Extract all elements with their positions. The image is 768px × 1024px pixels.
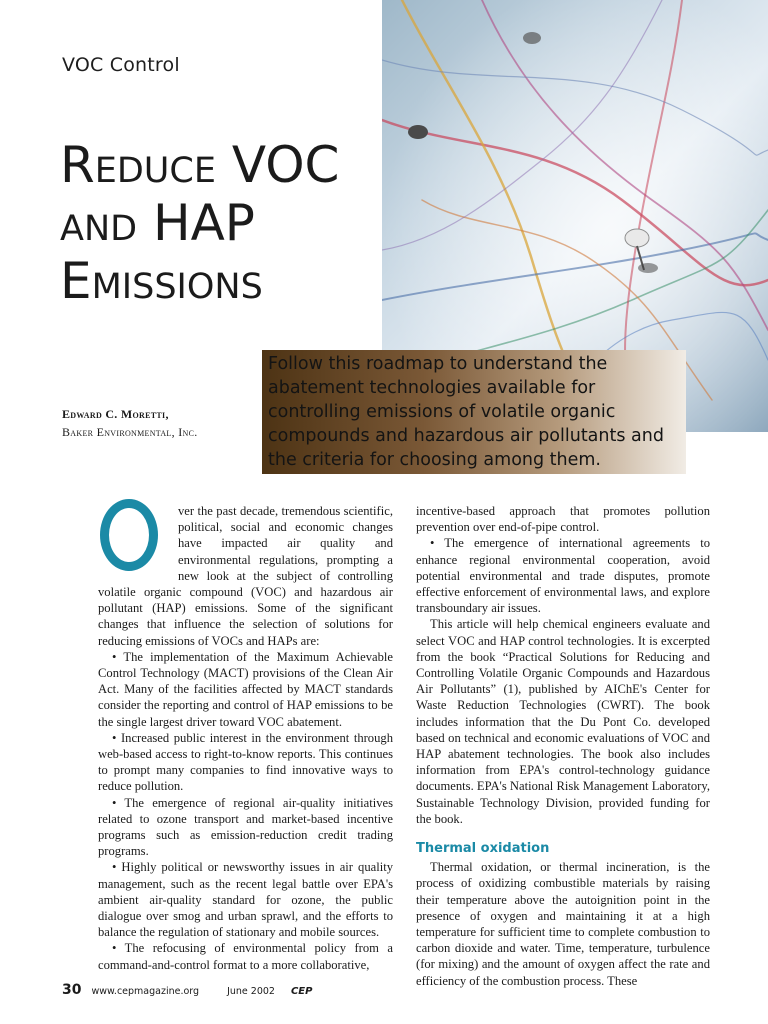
magazine-logo: CEP bbox=[290, 986, 313, 997]
section-label: VOC Control bbox=[62, 54, 180, 76]
article-column-right bbox=[416, 503, 710, 989]
paragraph: incentive-based approach that promotes pollution prevention over end-of-pipe control. bbox=[416, 504, 710, 535]
author-name: Edward C. Moretti, bbox=[62, 407, 169, 421]
byline bbox=[62, 405, 198, 441]
bullet-paragraph: • Increased public interest in the environment through web-based access to right-to-know reports. This continues to prompt many companies to find innovative ways to reduce pollution. bbox=[98, 730, 393, 794]
paragraph: This article will help chemical engineers evaluate and select VOC and HAP control technologies. It is excerpted from the book “Practical Solutions for Reducing and Controlling Volatile Organic Compounds and Hazardous Air Pollutants” (1), published by AIChE's Center for Waste Reduction Technologies (CWRT). The book includes information that the Du Pont Co. developed based on technical and economic evaluations of VOC and HAP abatement technologies. The book also includes information from EPA's control-technology guidance documents. EPA's National Risk Management Laboratory, Sustainable Technology Division, provided funding for the book. bbox=[416, 617, 710, 826]
title-line: and HAP bbox=[60, 194, 255, 252]
page-title bbox=[60, 136, 390, 310]
footer-url: www.cepmagazine.org bbox=[91, 986, 200, 997]
section-subhead: Thermal oxidation bbox=[416, 841, 550, 857]
page-footer bbox=[62, 982, 312, 998]
bullet-paragraph: • The emergence of international agreements to enhance regional environmental cooperation, avoid potential environmental and trade disputes, promote effective enforcement of environmental laws, and explore transboundary air issues. bbox=[416, 536, 710, 616]
author-affiliation: Baker Environmental, Inc. bbox=[62, 425, 198, 439]
drop-cap bbox=[94, 499, 178, 571]
deck-summary: Follow this roadmap to understand the abatement technologies available for controlling emissions of volatile organic compounds and hazardous air pollutants and the criteria for choosing among them. bbox=[262, 350, 686, 474]
title-line: Emissions bbox=[60, 252, 263, 310]
footer-date: June 2002 bbox=[227, 986, 275, 997]
bullet-paragraph: • The refocusing of environmental policy from a command-and-control format to a more collaborative, bbox=[98, 941, 393, 972]
title-line: Reduce VOC bbox=[60, 136, 340, 194]
article-column-left bbox=[98, 503, 393, 973]
paragraph: ver the past decade, tremendous scientific, political, social and economic changes have impacted air quality and environmental regulations, prompting a new look at the subject of controlling volatile organic compound (VOC) and hazardous air pollutant (HAP) emissions. Some of the significant changes that influence the selection of solutions for reducing emissions of VOCs and HAPs are: bbox=[98, 504, 393, 648]
paragraph: Thermal oxidation, or thermal incineration, is the process of oxidizing combustible materials by raising their temperature above the autoignition point in the presence of oxygen and maintaining it at a high temperature for sufficient time to complete combustion to carbon dioxide and water. Time, temperature, turbulence (for mixing) and the amount of oxygen affect the rate and efficiency of the combustion process. These bbox=[416, 860, 710, 988]
page-number: 30 bbox=[62, 982, 82, 998]
bullet-paragraph: • The implementation of the Maximum Achievable Control Technology (MACT) provisions of the Clean Air Act. Many of the facilities affected by MACT standards consider the reporting and control of HAP emissions to be the single largest driver toward VOC abatement. bbox=[98, 649, 393, 729]
bullet-paragraph: • Highly political or newsworthy issues in air quality management, such as the recent legal battle over EPA's ambient air-quality standard for ozone, the public dialogue over smog and urban sprawl, and the efforts to balance the regulation of stationary and mobile sources. bbox=[98, 860, 393, 940]
drop-cap-letter-o bbox=[100, 499, 158, 571]
bullet-paragraph: • The emergence of regional air-quality initiatives related to ozone transport and market-based incentive programs such as emission-reduction credit trading programs. bbox=[98, 795, 393, 859]
